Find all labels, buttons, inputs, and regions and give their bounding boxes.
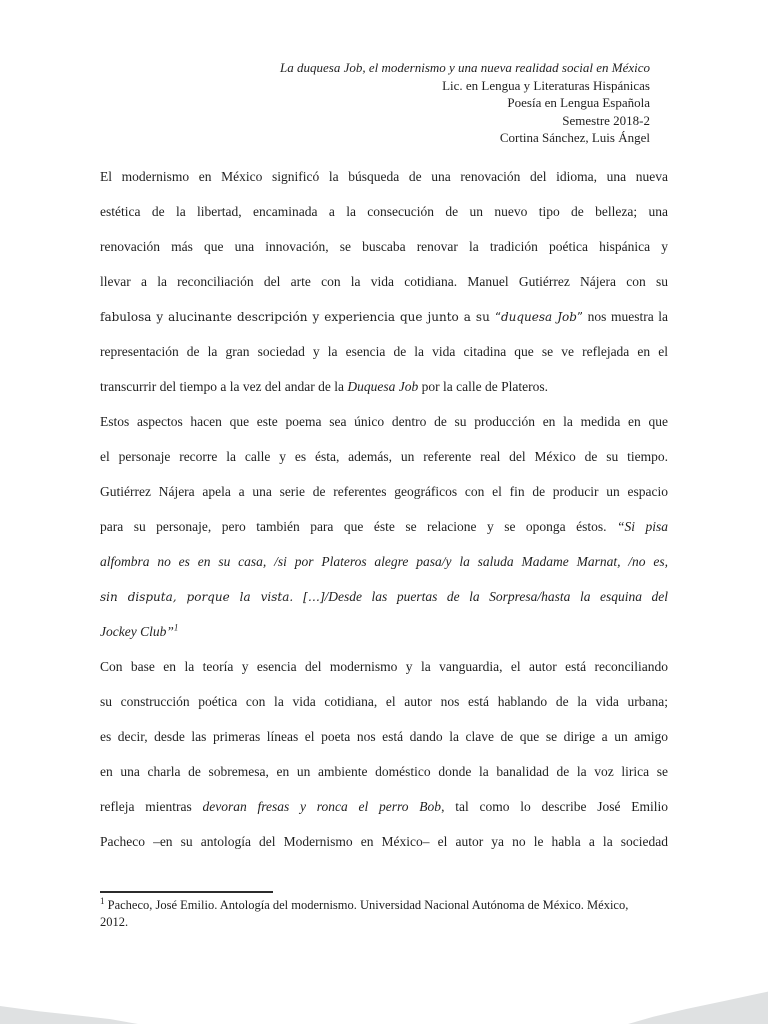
text-line (100, 159, 668, 194)
text-line (100, 229, 668, 264)
body-text-segment: Gutiérrez Nájera apela a una serie de referentes geográficos con el fin de producir un espacio (100, 484, 668, 499)
text-line (100, 439, 668, 474)
text-line (100, 649, 668, 684)
body-text-segment: es decir, desde las primeras líneas el poeta nos está dando la clave de que se dirige a un amigo (100, 729, 668, 744)
body-text-segment: Pacheco, José Emilio. Antología del modernismo. Universidad Nacional Autónoma de México. México, (104, 898, 629, 912)
body-text-segment: nos muestra la (583, 309, 668, 324)
body-text-segment: su construcción poética con la vida cotidiana, el autor nos está hablando de la vida urbana; (100, 694, 668, 709)
body-text-segment: para su personaje, pero también para que éste se relacione y se oponga éstos. (100, 519, 618, 534)
header-line: Poesía en Lengua Española (507, 95, 650, 110)
page-bottom-left-edge (0, 1002, 138, 1024)
text-line (100, 579, 668, 614)
text-line (100, 404, 668, 439)
body-text-segment: 2012. (100, 915, 129, 929)
body-text-segment: Estos aspectos hacen que este poema sea único dentro de su producción en la medida en que (100, 414, 668, 429)
footnote-reference: 1 (100, 895, 105, 906)
text-line (100, 194, 668, 229)
text-line (100, 474, 668, 509)
text-line (100, 914, 668, 931)
italic-text: devoran fresas y ronca el perro Bob (202, 799, 442, 814)
italic-text: sin disputa, porque la vista. […] (100, 590, 325, 604)
text-line (100, 824, 668, 859)
footnote-reference: 1 (173, 622, 179, 633)
body-text-segment: renovación más que una innovación, se buscaba renovar la tradición poética hispánica y (100, 239, 668, 254)
italic-text: Duquesa Job (347, 379, 419, 394)
text-line (100, 719, 668, 754)
header-line: Cortina Sánchez, Luis Ángel (499, 130, 650, 145)
text-line (100, 264, 668, 299)
text-line (100, 544, 668, 579)
italic-text: Jockey Club” (100, 624, 174, 639)
body-text-segment: fabulosa y alucinante descripción y experiencia que junto a su “ (100, 310, 501, 324)
body-text (100, 159, 668, 859)
text-line (100, 684, 668, 719)
body-text-segment: El modernismo en México significó la búsqueda de una renovación del idioma, una nueva (100, 169, 668, 184)
body-text-segment: Con base en la teoría y esencia del modernismo y la vanguardia, el autor está reconciliando (100, 659, 668, 674)
text-line (100, 334, 668, 369)
text-line (100, 369, 668, 404)
body-text-segment: Pacheco –en su antología del Modernismo en México– el autor ya no le habla a la sociedad (100, 834, 668, 849)
text-line (100, 897, 668, 914)
text-line (100, 614, 668, 649)
body-text-segment: representación de la gran sociedad y la esencia de la vida citadina que se ve reflejada en el (100, 344, 668, 359)
body-text-segment: en una charla de sobremesa, en un ambiente doméstico donde la banalidad de la voz lirica se (100, 764, 668, 779)
text-line (100, 754, 668, 789)
body-text-segment: el personaje recorre la calle y es ésta, además, un referente real del México de su tiempo. (100, 449, 668, 464)
body-text-segment: llevar a la reconciliación del arte con la vida cotidiana. Manuel Gutiérrez Nájera con su (100, 274, 668, 289)
text-line (100, 789, 668, 824)
body-text-segment: refleja mientras (100, 799, 203, 814)
header-block (280, 59, 650, 147)
italic-text: duquesa Job (500, 310, 577, 324)
text-line (100, 299, 668, 334)
italic-text: /Desde las puertas de la Sorpresa/hasta la esquina del (324, 589, 668, 604)
footnote (100, 897, 668, 931)
body-text-segment: ” (576, 310, 584, 324)
footnote-separator (100, 891, 273, 893)
body-text-segment: estética de la libertad, encaminada a la consecución de un nuevo tipo de belleza; una (100, 204, 668, 219)
italic-text: alfombra no es en su casa, /si por Plateros alegre pasa/y la saluda Madame Marnat, /no es, (100, 554, 668, 569)
document-title: La duquesa Job, el modernismo y una nueva realidad social en México (280, 60, 650, 75)
body-text-segment: por la calle de Plateros. (418, 379, 548, 394)
text-line (100, 509, 668, 544)
header-line: Lic. en Lengua y Literaturas Hispánicas (442, 77, 650, 93)
page-bottom-right-edge (628, 988, 768, 1024)
body-text-segment: , tal como lo describe José Emilio (441, 799, 668, 814)
italic-text: “Si pisa (617, 519, 668, 534)
header-line: Semestre 2018-2 (562, 112, 650, 128)
body-text-segment: transcurrir del tiempo a la vez del andar de la (100, 379, 348, 394)
